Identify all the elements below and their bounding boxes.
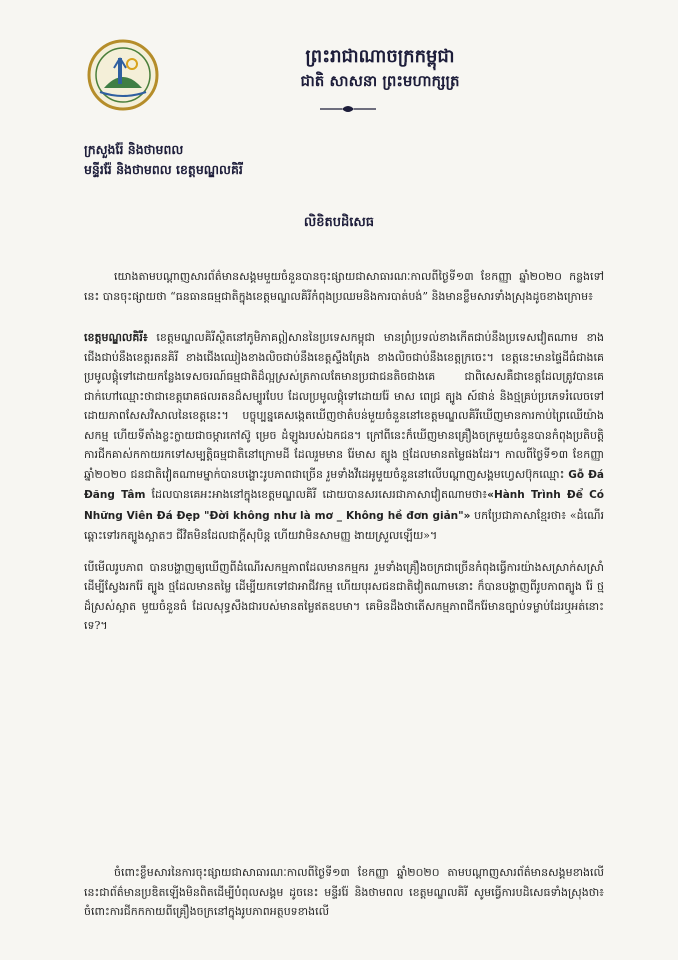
article-text-d: បើមើលរូបភាព បានបង្ហាញឲ្យឃើញពីដំណើរសកម្មភាពដែលមានកម្មករ រួមទាំងគ្រឿងចក្រជាច្រើនកំពុងធ្វើការយ៉ាងសស្រាក់សស្រាំដើម្បីស្វែងរករ៉ែ ត្បូង ថ្មដែលមានតម្លៃ ដើម្បីយកទៅជាអាជីវកម្ម ហើយបុរសជនជាតិវៀតណាមនោះ ក៏បានបង្ហាញពីរូបភាពត្បូង រ៉ែ ថ្មដ៏ស្រស់ស្អាត មួយចំនួនធំ ដែលសុទ្ធសឹងជារបស់មានតម្លៃឥតឧបមា។ គេមិនដឹងថាតើសកម្មភាពជីករ៉ែមានច្បាប់ទម្លាប់ដែរឬអត់នោះទេ?។ xyxy=(84,560,604,632)
national-motto: ជាតិ សាសនា ព្រះមហាក្សត្រ xyxy=(300,72,460,90)
article-text-a: ខេត្តមណ្ឌលគិរីស្ថិតនៅភូមិភាគឦសាននៃប្រទេសកម្ពុជា មានព្រំប្រទល់ខាងកើតជាប់នឹងប្រទេសវៀតណាម ខាងជើងជាប់នឹងខេត្តរតនគិរី ខាងជើងឈៀងខាងលិចជាប់នឹងខេត្តស្ទឹងត្រែង ខាងលិចជាប់នឹងខេត្តក្រចេះ។ ខេត្តនេះមានផ្ទៃដីធំជាងគេ ប្រមូលផ្តុំទៅដោយកន្លែងទេសចរណ៍ធម្មជាតិដ៏ល្អស្រស់ត្រកាលតែមានប្រជាជនតិចជាងគេ ជាពិសេសគឺជាខេត្តដែលត្រូវបានគេជាក់ហៅឈ្មោះថាជាខេត្តរោគផលរតនដ៏សម្បូរបែប ដែលប្រមូលផ្តុំទៅដោយរ៉ែ មាស ពេជ្រ ត្បូង ស៍ផាន់ និងថ្មគ្រប់ប្រភេទរំលេចទៅដោយភាពសែសវិសាលនៃខេត្តនេះ។ បច្ចុប្បន្នគេសង្កេតឃើញថាតំបន់មួយចំនួននៅខេត្តមណ្ឌលគិរីឃើញមានការកាប់ព្រៃឈើយ៉ាងសកម្ម ហើយទីតាំងខ្លះក្លាយជាចម្ការកៅស៊ូ ម្រេច ដំឡូងរបស់ឯកជន។ ក្រៅពីនេះក៏ឃើញមានគ្រឿងចក្រមួយចំនួនបានកំពុងប្រតិបត្តិការជីកគាស់កកាយរកទៅសម្បត្តិធម្មជាតិនៅក្រោមដី ដែលរួមមាន រ៉ែមាស ត្បូង ថ្មដែលមានតម្លៃផងដែរ។ កាលពីថ្ងៃទី១៣ ខែកញ្ញា ឆ្នាំ២០២០ ជនជាតិវៀតណាមម្នាក់បានបង្ហោះរូបភាពជាច្រើន រួមទាំងវីដេអូមួយចំនួននៅលើបណ្តាញសង្គមហ្វេសប៊ុកឈ្មោះ xyxy=(84,331,604,481)
ministry-seal-icon xyxy=(86,38,160,112)
intro-paragraph: យោងតាមបណ្តាញសារព័ត៌មានសង្គមមួយចំនួនបានចុះផ្សាយជាសាធារណៈកាលពីថ្ងៃទី១៣ ខែកញ្ញា ឆ្នាំ២០២០ កន្លងទៅនេះ បានចុះផ្សាយថា “ធនធានធម្មជាតិក្នុងខេត្តមណ្ឌលគិរីកំពុងប្រឈមនិងការបាត់បង់” និងមានខ្លឹមសារទាំងស្រុងដូចខាងក្រោម៖ xyxy=(84,270,604,303)
province-lead: ខេត្តមណ្ឌលគិរី៖ xyxy=(84,331,148,344)
facebook-page-name: Gỗ Đá Đăng Tâm xyxy=(84,468,604,501)
quoted-article-paragraph xyxy=(84,328,604,636)
article-text-b: ដែលបានគេអះអាងនៅក្នុងខេត្តមណ្ឌលគិរី ដោយបានសរសេរជាភាសាវៀតណាមថា៖ xyxy=(145,488,488,501)
issuing-ministry xyxy=(84,140,243,180)
rejection-paragraph: ចំពោះខ្លឹមសារនៃការចុះផ្សាយជាសាធារណៈកាលពីថ្ងៃទី១៣ ខែកញ្ញា ឆ្នាំ២០២០ តាមបណ្តាញសារព័ត៌មានសង្គមខាងលើនេះជាព័ត៌មានប្រឌិតឡើងមិនពិតដើម្បីបំពុលសង្គម ដូចនេះ មន្ទីររ៉ែ និងថាមពល ខេត្តមណ្ឌលគិរី សូមធ្វើការបដិសេធទាំងស្រុងថា៖ ចំពោះការជីកកកាយពីគ្រឿងចក្រនៅក្នុងរូបភាពអត្ថបទខាងលើ xyxy=(84,866,604,918)
document-title: លិខិតបដិសេធ xyxy=(303,215,375,230)
ministry-name: ក្រសួងរ៉ែ និងថាមពល xyxy=(84,142,184,157)
vietnamese-quote: «Hành Trình Để Có Những Viên Đá Đẹp "Đời không như là mơ _ Không hề đơn giản"» xyxy=(84,489,604,522)
letter-header xyxy=(200,44,560,92)
article-text-c: បកប្រែជាភាសាខ្មែរថា៖ «ដំណើរឆ្ពោះទៅរកត្បូងស្អាតៗ ជីវិតមិនដែលជាក្តីសុបិន្ត ហើយវាមិនសាមញ្ញ ងាយស្រួលឡើយ»។ xyxy=(84,508,605,542)
kingdom-name: ព្រះរាជាណាចក្រកម្ពុជា xyxy=(305,46,455,67)
divider-ornament-icon xyxy=(318,104,378,114)
paragraph-gap xyxy=(84,546,604,558)
department-name: មន្ទីររ៉ែ និងថាមពល ខេត្តមណ្ឌលគិរី xyxy=(84,162,243,177)
